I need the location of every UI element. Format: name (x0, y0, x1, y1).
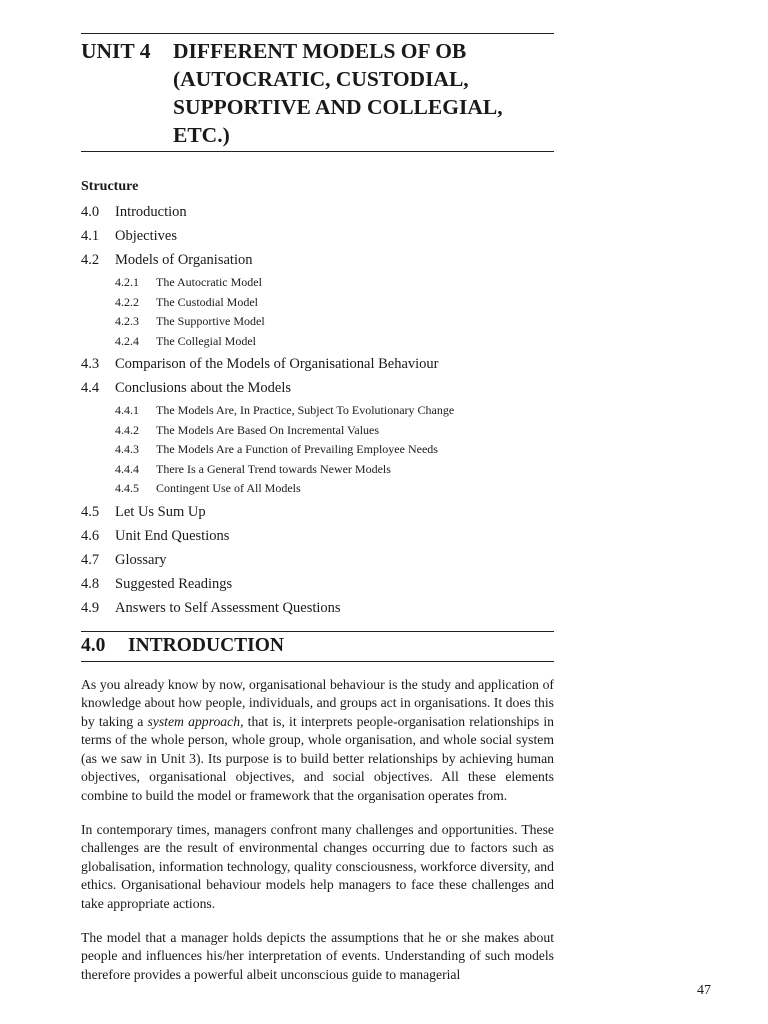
toc-title: Introduction (115, 204, 187, 220)
toc-item (81, 379, 554, 403)
section-bottom-rule (81, 661, 554, 662)
toc-item (81, 355, 554, 379)
toc-title: Answers to Self Assessment Questions (115, 599, 341, 616)
section-number: 4.0 (81, 634, 106, 656)
section-heading (81, 632, 554, 661)
toc-title: Glossary (115, 551, 167, 568)
toc-subitem (81, 334, 554, 354)
toc-title: Unit End Questions (115, 527, 230, 544)
toc-number: 4.4.4 (115, 461, 139, 476)
toc-number: 4.4.3 (115, 442, 139, 456)
unit-title-line: ETC.) (173, 123, 230, 147)
unit-title-line: SUPPORTIVE AND COLLEGIAL, (173, 95, 503, 119)
paragraph: In contemporary times, managers confront many challenges and opportunities. These challenges are the result of environmental changes occurring due to factors such as globalisation, information technology, quality consciousness, workforce diversity, and ethics. Organisational behaviour models help managers to face these challenges and take appropriate actions. (81, 821, 554, 912)
toc-number: 4.1 (81, 228, 100, 244)
section-title: INTRODUCTION (128, 634, 285, 656)
structure-heading: Structure (81, 179, 139, 194)
toc-title: Let Us Sum Up (115, 503, 206, 520)
toc-subitem (81, 442, 554, 462)
paragraph: The model that a manager holds depicts the assumptions that he or she makes about people and influences his/her interpretation of events. Understanding of such models therefore provides a powerful albeit unconscious guide to managerial (81, 929, 554, 982)
unit-header (81, 34, 554, 151)
toc-subitem (81, 275, 554, 295)
toc-number: 4.7 (81, 551, 100, 568)
unit-title (173, 37, 554, 149)
toc-title: The Custodial Model (156, 294, 258, 309)
toc-item (81, 227, 554, 251)
toc-title: The Collegial Model (156, 333, 256, 348)
toc-title: The Models Are Based On Incremental Values (156, 422, 380, 437)
toc-item (81, 599, 554, 623)
toc-number: 4.4.1 (115, 403, 139, 417)
toc-title: There Is a General Trend towards Newer Models (156, 461, 391, 476)
paragraph-text: As you already know by now, organisational behaviour is the study and application of knowledge about how people, individuals, and groups act in organisations. It does this by taking a (81, 676, 554, 729)
unit-title-line: DIFFERENT MODELS OF OB (173, 39, 467, 63)
toc-title: Comparison of the Models of Organisational Behaviour (115, 356, 439, 372)
toc-item (81, 203, 554, 227)
toc-number: 4.8 (81, 575, 100, 592)
paragraph-text: , that is, it interprets people-organisation relationships in terms of the whole person, whole group, whole organisation, and whole social system (as we saw in Unit 3). Its purpose is to build better relationships by achieving human objectives, organisational objectives, and social objectives. All these elements combine to build the model or framework that the organisation operates from. (81, 713, 554, 804)
toc-item (81, 503, 554, 527)
toc-number: 4.6 (81, 527, 100, 544)
toc-item (81, 527, 554, 551)
unit-label: UNIT 4 (81, 39, 151, 63)
toc-title: The Models Are a Function of Prevailing Employee Needs (156, 442, 438, 456)
toc-subitem (81, 423, 554, 443)
toc-number: 4.4.5 (115, 481, 139, 495)
page-content (81, 33, 554, 984)
toc-number: 4.5 (81, 503, 100, 520)
toc-title: The Supportive Model (156, 314, 265, 328)
toc-number: 4.4 (81, 380, 100, 396)
toc-number: 4.9 (81, 599, 100, 616)
toc-subitem (81, 314, 554, 334)
header-bottom-rule (81, 151, 554, 152)
structure-list (81, 203, 554, 623)
toc-subitem (81, 295, 554, 315)
toc-number: 4.2.3 (115, 314, 139, 328)
toc-item (81, 551, 554, 575)
toc-title: Models of Organisation (115, 252, 253, 268)
italic-term: system approach (147, 713, 241, 729)
toc-title: The Autocratic Model (156, 275, 262, 289)
toc-number: 4.2.1 (115, 275, 139, 289)
toc-title: Conclusions about the Models (115, 380, 292, 396)
page-number: 47 (697, 983, 711, 998)
paragraph (81, 676, 554, 806)
toc-subitem (81, 481, 554, 501)
toc-number: 4.2.2 (115, 294, 139, 309)
unit-title-line: (AUTOCRATIC, CUSTODIAL, (173, 67, 469, 91)
toc-title: Contingent Use of All Models (156, 481, 301, 495)
toc-title: Objectives (115, 228, 178, 244)
toc-number: 4.2.4 (115, 333, 139, 348)
toc-subitem (81, 462, 554, 482)
toc-item (81, 251, 554, 275)
toc-subitem (81, 403, 554, 423)
toc-title: The Models Are, In Practice, Subject To Evolutionary Change (156, 403, 455, 417)
toc-item (81, 575, 554, 599)
toc-title: Suggested Readings (115, 575, 233, 592)
toc-number: 4.4.2 (115, 422, 139, 437)
toc-number: 4.3 (81, 356, 100, 372)
toc-number: 4.0 (81, 204, 100, 220)
toc-number: 4.2 (81, 252, 100, 268)
